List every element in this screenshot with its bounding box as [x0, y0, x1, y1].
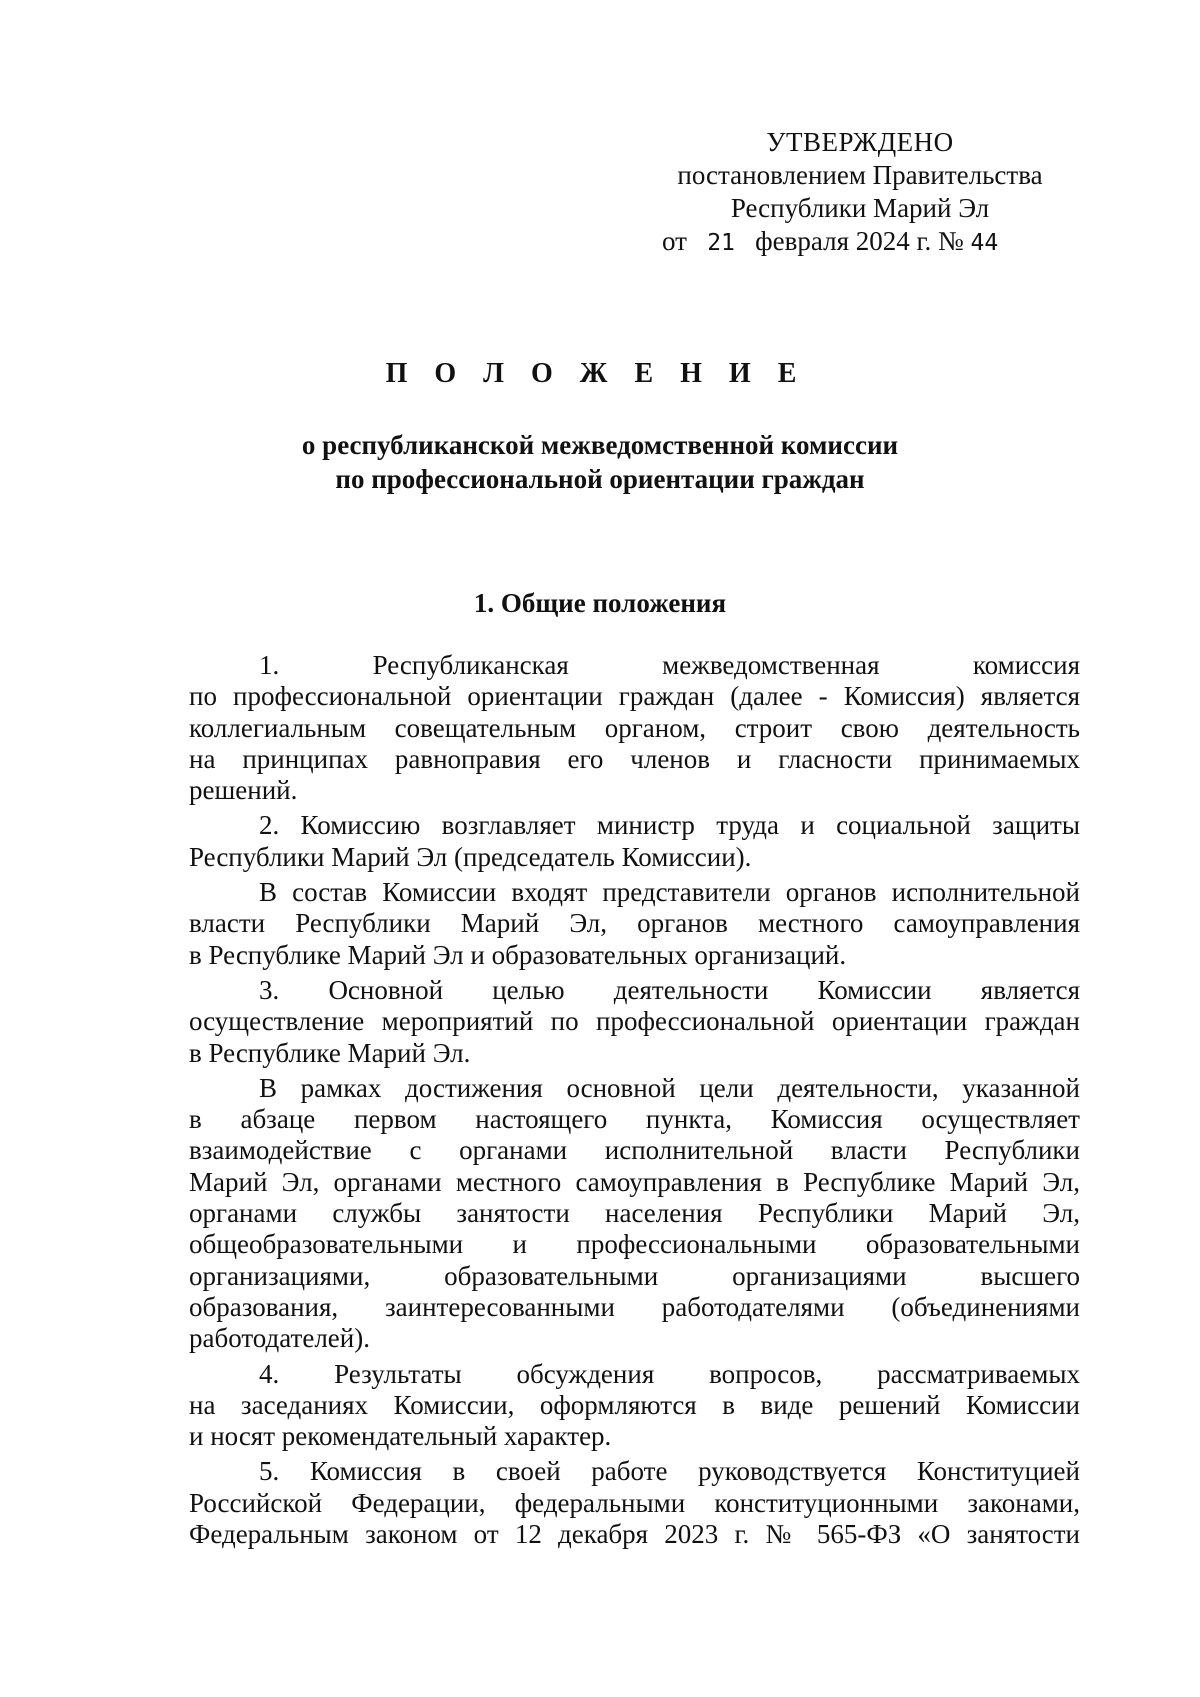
paragraph-line: Российской Федерации, федеральными конституционными законами,: [189, 1487, 1080, 1518]
paragraph-line: по профессиональной ориентации граждан (далее - Комиссия) является: [189, 681, 1080, 712]
paragraph-line: в абзаце первом настоящего пункта, Комиссия осуществляет: [189, 1104, 1080, 1135]
approval-date-rest: февраля 2024 г. №: [755, 226, 964, 256]
approval-line-2: Республики Марий Эл: [730, 193, 990, 223]
paragraph-line: 4. Результаты обсуждения вопросов, рассматриваемых: [259, 1358, 1080, 1389]
paragraph: [189, 1456, 1080, 1550]
paragraph-line: на заседаниях Комиссии, оформляются в виде решений Комиссии: [189, 1389, 1080, 1420]
paragraph-line: Республики Марий Эл (председатель Комиссии).: [189, 841, 752, 872]
paragraph-line: и носят рекомендательный характер.: [189, 1421, 612, 1452]
document-subtitle: [0, 428, 1200, 496]
approval-title: УТВЕРЖДЕНО: [766, 127, 954, 157]
paragraph-line: организациями, образовательными организациями высшего: [189, 1260, 1080, 1291]
paragraph-line: общеобразовательными и профессиональными образовательными: [189, 1229, 1080, 1260]
paragraph: [189, 877, 1080, 971]
paragraph-line: осуществление мероприятий по профессиональной ориентации граждан: [189, 1006, 1080, 1037]
paragraph: [189, 1073, 1080, 1355]
paragraph-line: 2. Комиссию возглавляет министр труда и социальной защиты: [259, 810, 1080, 841]
subtitle-line-2: по профессиональной ориентации граждан: [335, 464, 865, 494]
paragraph-line: В рамках достижения основной цели деятельности, указанной: [259, 1072, 1080, 1103]
approval-date-prefix: от: [662, 226, 687, 256]
paragraph: [189, 1359, 1080, 1453]
paragraph-line: образования, заинтересованными работодателями (объединениями: [189, 1291, 1080, 1322]
paragraph-line: взаимодействие с органами исполнительной власти Республики: [189, 1135, 1080, 1166]
paragraph-line: в Республике Марий Эл.: [189, 1037, 471, 1068]
document-title: П О Л О Ж Е Н И Е: [385, 358, 807, 389]
paragraph-line: на принципах равноправия его членов и гласности принимаемых: [189, 743, 1080, 774]
paragraph-line: органами службы занятости населения Республики Марий Эл,: [189, 1198, 1080, 1229]
paragraph-line: коллегиальным совещательным органом, строит свою деятельность: [189, 712, 1080, 743]
paragraph-line: 5. Комиссия в своей работе руководствуется Конституцией: [259, 1456, 1080, 1487]
paragraph-line: Марий Эл, органами местного самоуправления в Республике Марий Эл,: [189, 1166, 1080, 1197]
paragraph-line: работодателей).: [189, 1323, 370, 1354]
paragraph-line: 1. Республиканская межведомственная комиссия: [259, 650, 1080, 680]
paragraph: [189, 975, 1080, 1069]
approval-line-1: постановлением Правительства: [677, 160, 1043, 190]
paragraph-line: власти Республики Марий Эл, органов местного самоуправления: [189, 908, 1080, 939]
paragraph-line: В состав Комиссии входят представители органов исполнительной: [259, 877, 1080, 908]
paragraph: [189, 810, 1080, 873]
section-heading: 1. Общие положения: [473, 588, 727, 618]
subtitle-line-1: о республиканской межведомственной комиссии: [301, 430, 899, 460]
paragraph: [189, 650, 1080, 806]
approval-date-line: [640, 225, 1080, 260]
approval-date-day: 21: [707, 230, 735, 256]
paragraph-line: Федеральным законом от 12 декабря 2023 г. № 565-ФЗ «О занятости: [189, 1519, 1080, 1550]
approval-block: [640, 126, 1080, 260]
paragraph-line: 3. Основной целью деятельности Комиссии является: [259, 974, 1080, 1005]
paragraph-line: решений.: [189, 775, 298, 806]
body-text: [189, 650, 1080, 1554]
approval-number: 44: [970, 230, 999, 256]
paragraph-line: в Республике Марий Эл и образовательных организаций.: [189, 939, 847, 970]
